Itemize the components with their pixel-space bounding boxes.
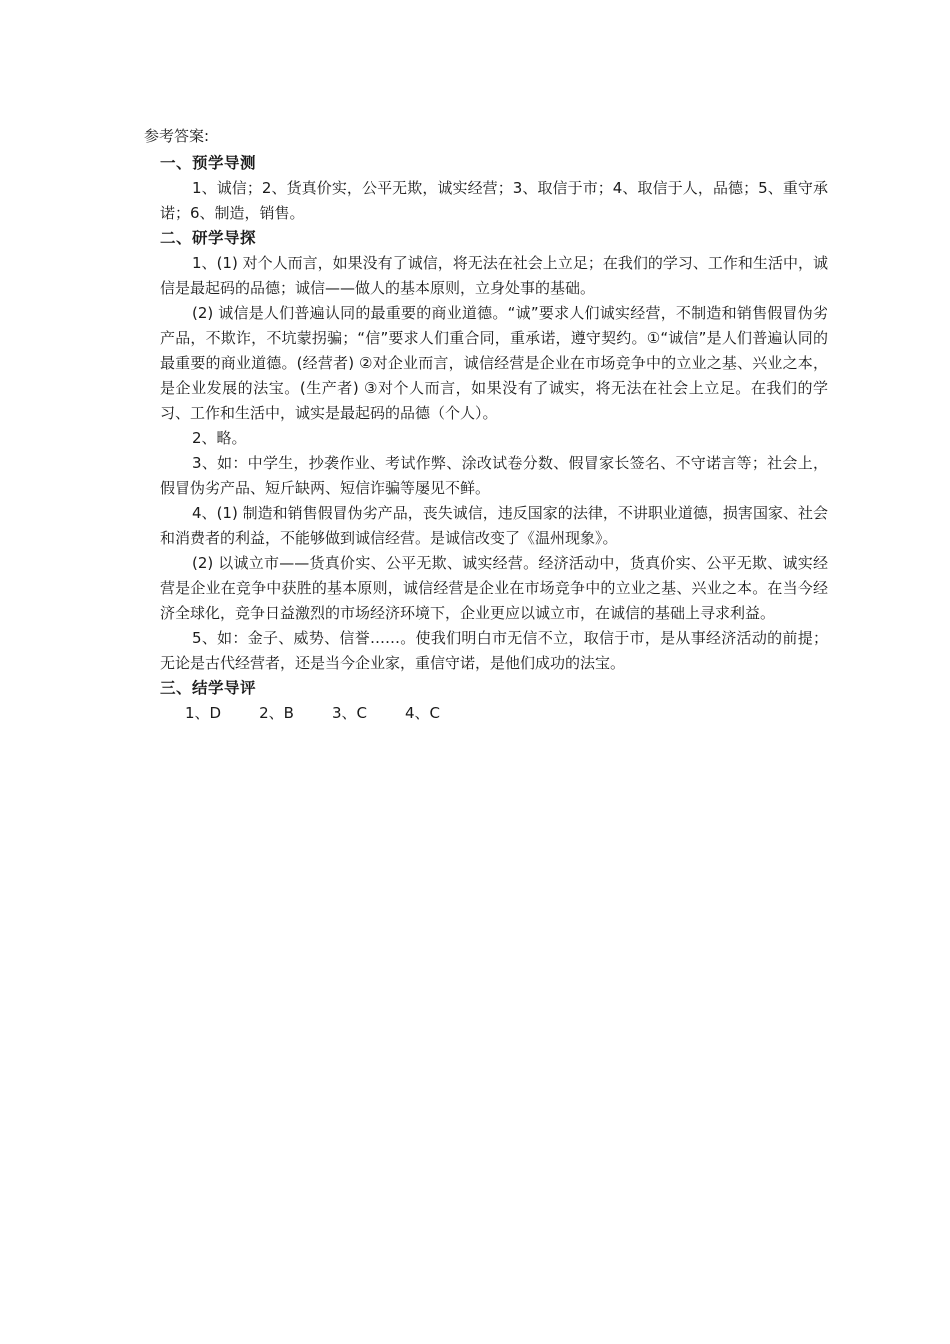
section-heading-preview: 一、预学导测 <box>160 154 257 172</box>
paragraph: 4、(1) 制造和销售假冒伪劣产品，丧失诚信，违反国家的法律，不讲职业道德，损害国家、社会和消费者的利益，不能够做到诚信经营。是诚信改变了《温州现象》。 <box>160 504 828 547</box>
paragraph: (2) 以诚立市——货真价实、公平无欺、诚实经营。经济活动中，货真价实、公平无欺、诚实经营是企业在竞争中获胜的基本原则，诚信经营是企业在市场竞争中的立业之基、兴业之本。在当今经济全球化，竞争日益激烈的市场经济环境下，企业更应以诚立市，在诚信的基础上寻求利益。 <box>160 554 828 622</box>
answer-list <box>160 701 828 726</box>
paragraph: (2) 诚信是人们普遍认同的最重要的商业道德。“诚”要求人们诚实经营，不制造和销售假冒伪劣产品，不欺诈，不坑蒙拐骗；“信”要求人们重合同，重承诺，遵守契约。①“诚信”是人们普遍认同的最重要的商业道德。(经营者) ②对企业而言，诚信经营是企业在市场竞争中的立业之基、兴业之本，是企业发展的法宝。(生产者) ③对个人而言，如果没有了诚实，将无法在社会上立足。在我们的学习、工作和生活中，诚实是最起码的品德（个人）。 <box>160 304 828 422</box>
answer-item: 4、C <box>404 704 441 722</box>
paragraph: 1、(1) 对个人而言，如果没有了诚信，将无法在社会上立足；在我们的学习、工作和生活中，诚信是最起码的品德；诚信——做人的基本原则，立身处事的基础。 <box>160 254 828 297</box>
answer-key <box>144 124 828 726</box>
section-heading-explore: 二、研学导探 <box>160 229 257 247</box>
intro-label: 参考答案: <box>144 127 210 145</box>
paragraph: 1、诚信；2、货真价实，公平无欺，诚实经营；3、取信于市；4、取信于人，品德；5、重守承诺；6、制造，销售。 <box>160 179 828 222</box>
paragraph: 3、如：中学生，抄袭作业、考试作弊、涂改试卷分数、假冒家长签名、不守诺言等；社会上，假冒伪劣产品、短斤缺两、短信诈骗等屡见不鲜。 <box>160 454 828 497</box>
answer-item: 2、B <box>259 704 294 722</box>
answer-item: 1、D <box>185 704 222 722</box>
paragraph: 2、略。 <box>192 429 247 447</box>
answer-item: 3、C <box>331 704 367 722</box>
paragraph: 5、如：金子、威势、信誉……。使我们明白市无信不立，取信于市，是从事经济活动的前提；无论是古代经营者，还是当今企业家，重信守诺，是他们成功的法宝。 <box>160 629 828 672</box>
section-heading-review: 三、结学导评 <box>160 679 257 697</box>
